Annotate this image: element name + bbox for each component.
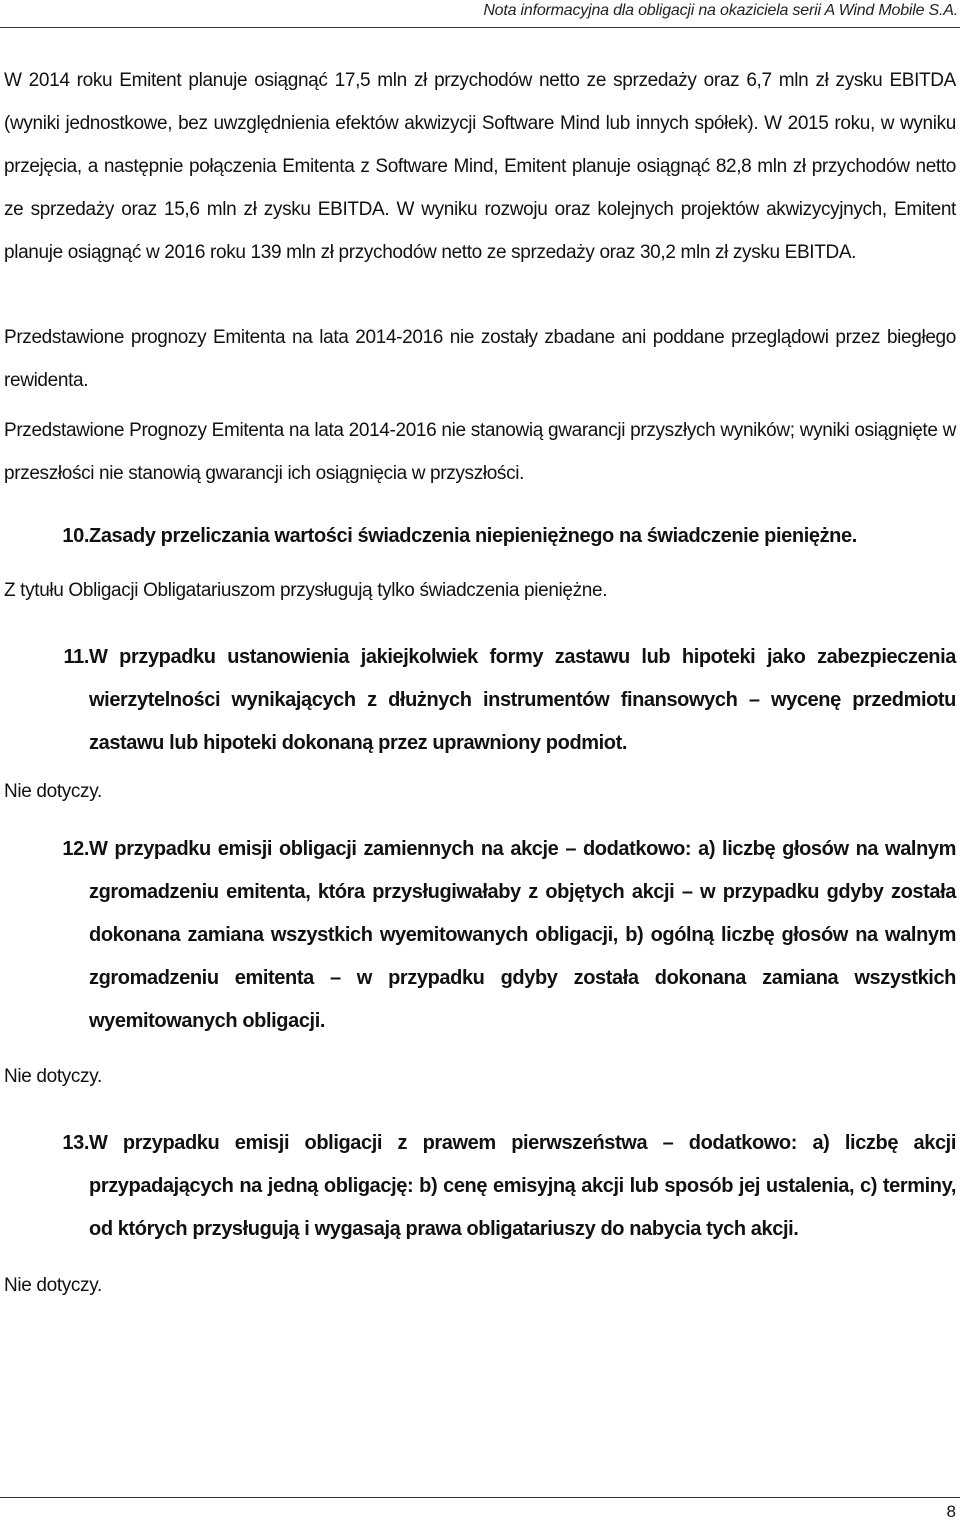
document-header-title: Nota informacyjna dla obligacji na okaziciela serii A Wind Mobile S.A. xyxy=(483,2,958,19)
paragraph-forecast-no-guarantee: Przedstawione Prognozy Emitenta na lata 2014-2016 nie stanowią gwarancji przyszłych wyników; wyniki osiągnięte w przeszłości nie stanowią gwarancji ich osiągnięcia w przyszłości. xyxy=(4,420,956,484)
section-10-heading xyxy=(4,515,956,558)
section-10-body: Z tytułu Obligacji Obligatariuszom przysługują tylko świadczenia pieniężne. xyxy=(4,580,608,601)
section-11-title: W przypadku ustanowienia jakiejkolwiek formy zastawu lub hipoteki jako zabezpieczenia wierzytelności wynikających z dłużnych instrumentów finansowych – wycenę przedmiotu zastawu lub hipoteki dokonaną przez uprawniony podmiot. xyxy=(89,646,956,754)
section-10-number: 10. xyxy=(62,525,89,547)
section-11-body: Nie dotyczy. xyxy=(4,781,102,802)
header-divider xyxy=(0,27,960,28)
section-12-heading xyxy=(4,828,956,1043)
section-13-number: 13. xyxy=(62,1132,89,1154)
section-11-number: 11. xyxy=(63,646,89,668)
footer-divider xyxy=(0,1497,960,1498)
section-13-body: Nie dotyczy. xyxy=(4,1275,102,1296)
section-12-title: W przypadku emisji obligacji zamiennych na akcje – dodatkowo: a) liczbę głosów na walnym zgromadzeniu emitenta, która przysługiwałaby z objętych akcji – w przypadku gdyby została dokonana zamiana wszystkich wyemitowanych obligacji, b) ogólną liczbę głosów na walnym zgromadzeniu emitenta – w przypadku gdyby została dokonana zamiana wszystkich wyemitowanych obligacji. xyxy=(89,838,956,1032)
section-10-title: Zasady przeliczania wartości świadczenia niepieniężnego na świadczenie pieniężne. xyxy=(89,525,857,547)
paragraph-forecast-not-audited: Przedstawione prognozy Emitenta na lata 2014-2016 nie zostały zbadane ani poddane przeglądowi przez biegłego rewidenta. xyxy=(4,327,956,391)
section-11-heading xyxy=(4,636,956,765)
paragraph-forecast-intro: W 2014 roku Emitent planuje osiągnąć 17,5 mln zł przychodów netto ze sprzedaży oraz 6,7 mln zł zysku EBITDA (wyniki jednostkowe, bez uwzględnienia efektów akwizycji Software Mind lub innych spółek). W 2015 roku, w wyniku przejęcia, a następnie połączenia Emitenta z Software Mind, Emitent planuje osiągnąć 82,8 mln zł przychodów netto ze sprzedaży oraz 15,6 mln zł zysku EBITDA. W wyniku rozwoju oraz kolejnych projektów akwizycyjnych, Emitent planuje osiągnąć w 2016 roku 139 mln zł przychodów netto ze sprzedaży oraz 30,2 mln zł zysku EBITDA. xyxy=(4,70,956,263)
section-12-body: Nie dotyczy. xyxy=(4,1066,102,1087)
section-12-number: 12. xyxy=(62,838,89,860)
section-13-title: W przypadku emisji obligacji z prawem pierwszeństwa – dodatkowo: a) liczbę akcji przypadających na jedną obligację: b) cenę emisyjną akcji lub sposób jej ustalenia, c) terminy, od których przysługują i wygasają prawa obligatariuszy do nabycia tych akcji. xyxy=(89,1132,956,1240)
page-number: 8 xyxy=(946,1502,956,1521)
section-13-heading xyxy=(4,1122,956,1251)
